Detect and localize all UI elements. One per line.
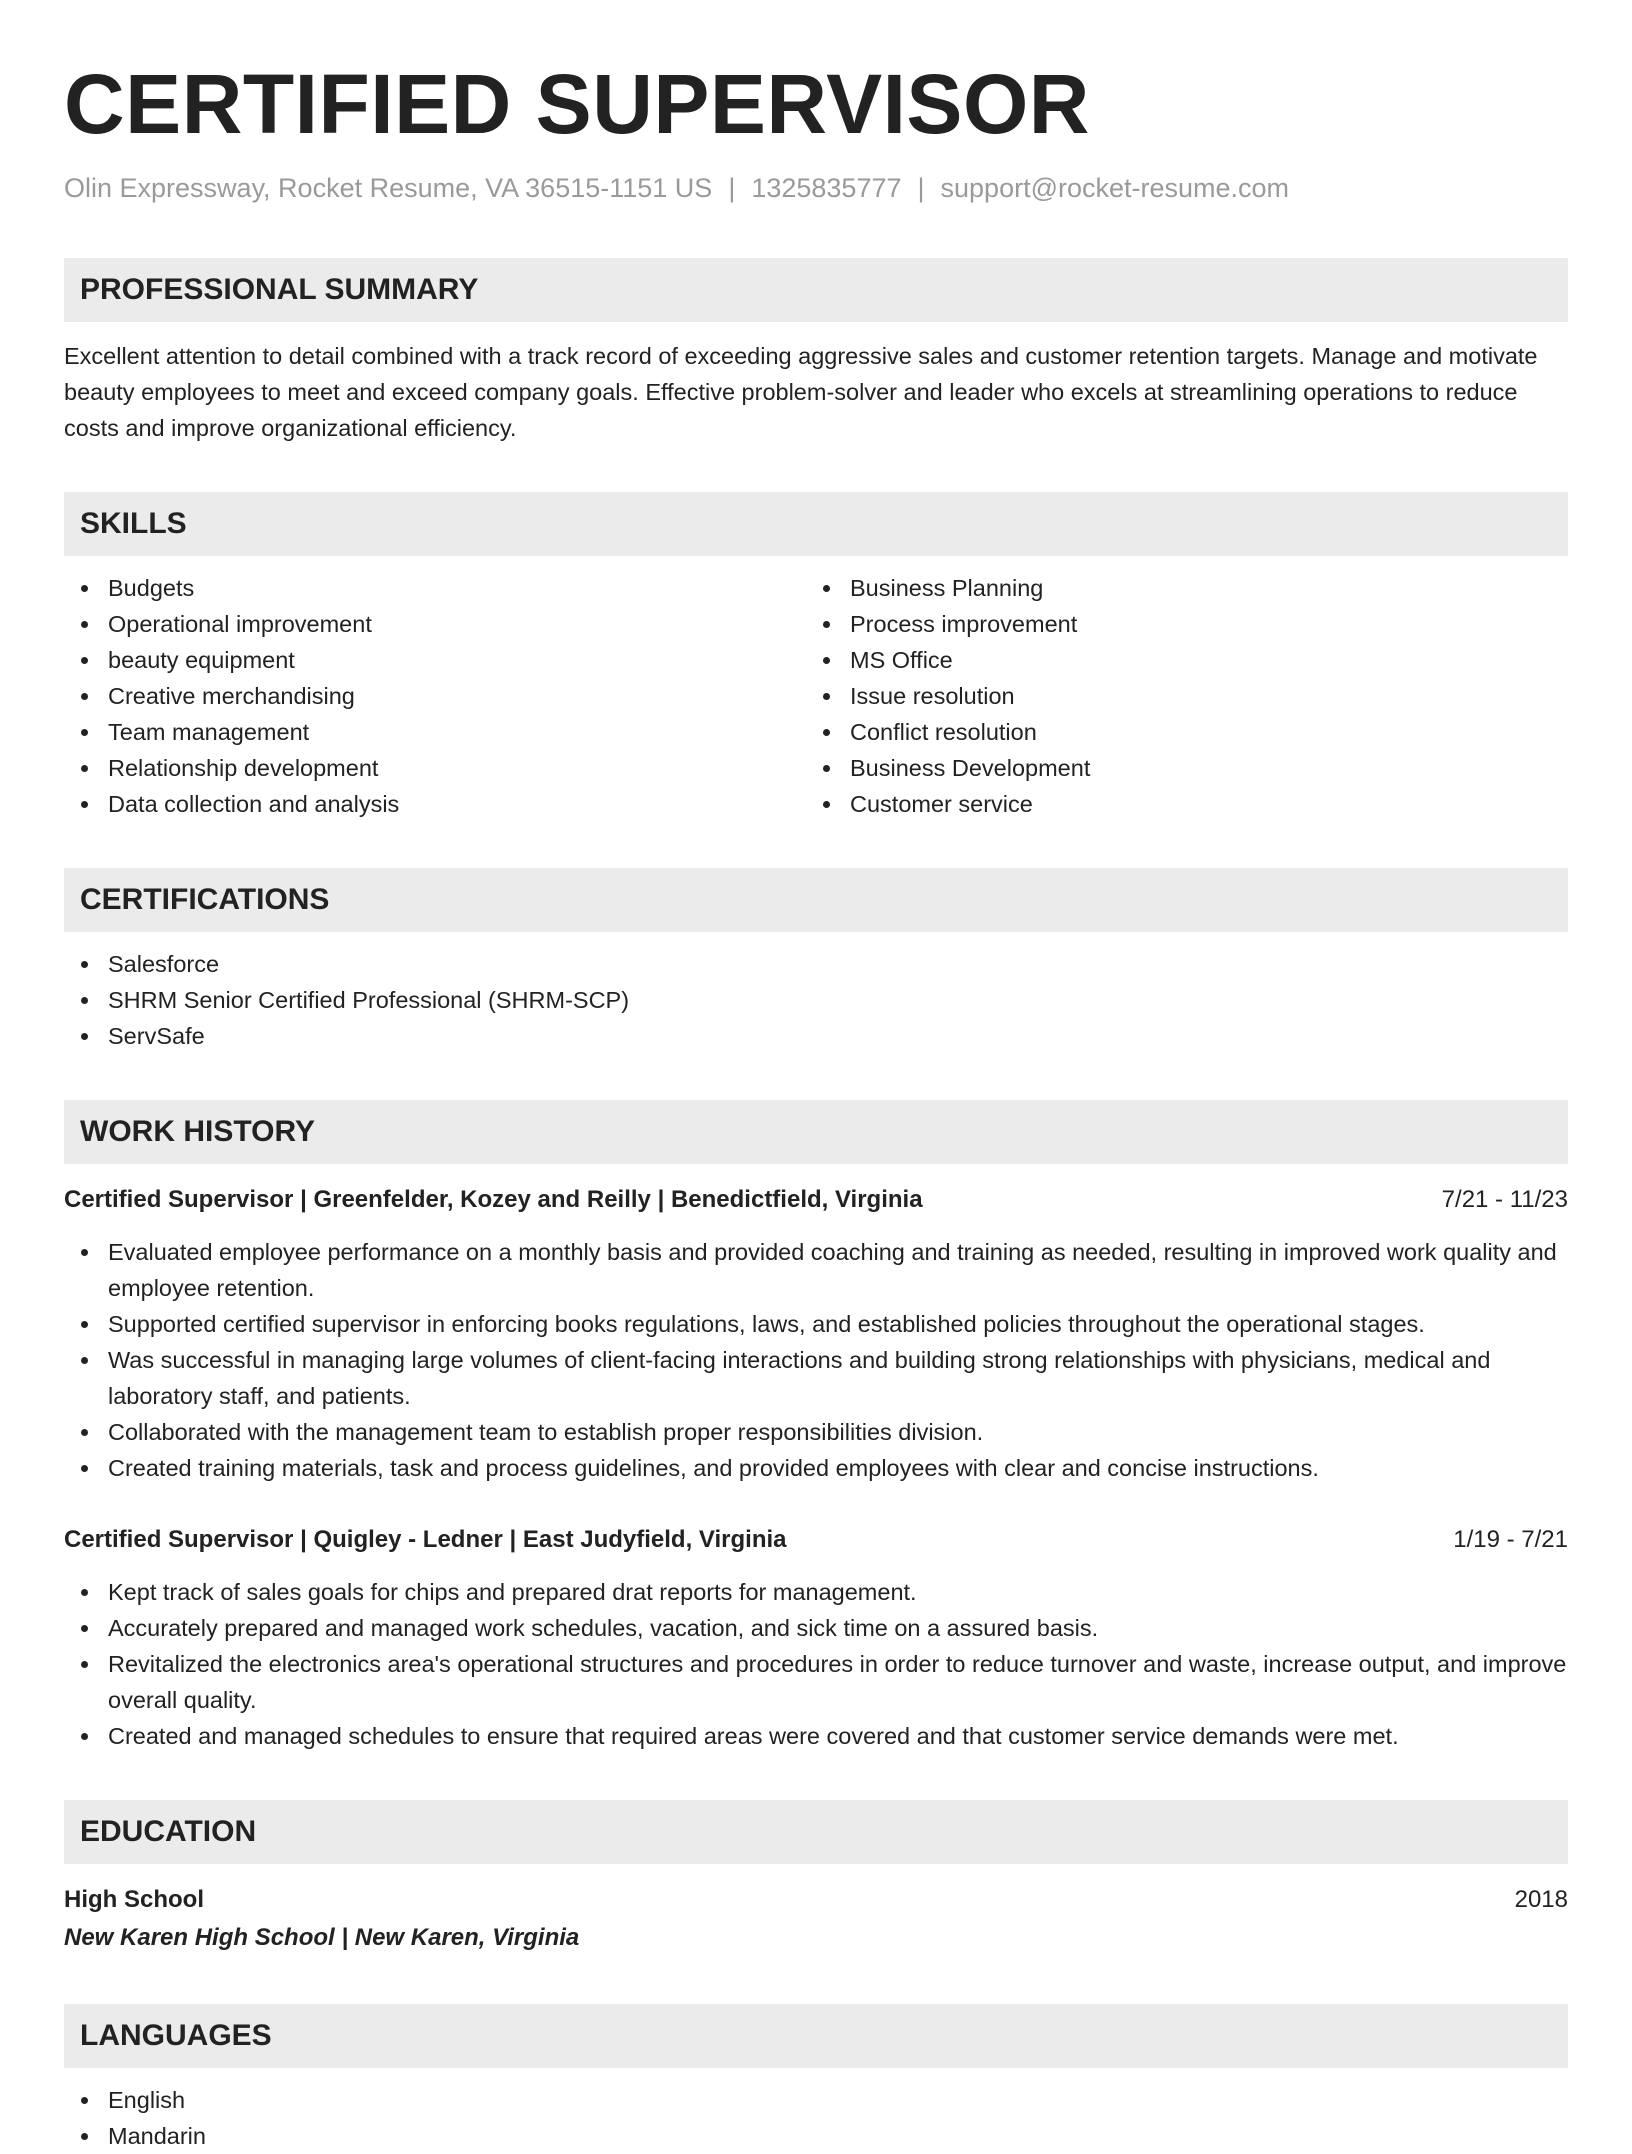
education-entry <box>64 1882 1568 1958</box>
bullet-icon <box>81 997 88 1004</box>
job-bullet-text: Was successful in managing large volumes of client-facing interactions and building strong relationships with physicians, medical and laboratory staff, and patients. <box>108 1347 1491 1409</box>
language-label: Mandarin <box>108 2123 206 2149</box>
bullet-icon <box>81 693 88 700</box>
job-bullet-text: Created training materials, task and process guidelines, and provided employees with clear and concise instructions. <box>108 1455 1319 1481</box>
bullet-icon <box>823 765 830 772</box>
bullet-icon <box>81 1625 88 1632</box>
languages-list <box>64 2082 1568 2154</box>
bullet-icon <box>823 693 830 700</box>
skill-label: Customer service <box>850 791 1033 817</box>
certification-label: ServSafe <box>108 1023 205 1049</box>
bullet-icon <box>81 1465 88 1472</box>
job-bullet-text: Revitalized the electronics area's operational structures and procedures in order to reduce turnover and waste, increase output, and improve overall quality. <box>108 1651 1567 1713</box>
job-dates: 1/19 - 7/21 <box>1453 1526 1568 1553</box>
education-school: New Karen High School | New Karen, Virginia <box>64 1924 580 1951</box>
skill-label: Creative merchandising <box>108 683 355 709</box>
skill-item <box>64 786 806 822</box>
candidate-name: CERTIFIED SUPERVISOR <box>64 57 1090 151</box>
skills-column-left <box>64 570 806 822</box>
summary-text: Excellent attention to detail combined with a track record of exceeding aggressive sales and customer retention targets. Manage and motivate beauty employees to meet and exceed company goals. Effective problem-solver and leader who excels at streamlining operations to reduce costs and improve organizational efficiency. <box>64 343 1538 441</box>
skill-item <box>64 750 806 786</box>
job-bullet-text: Accurately prepared and managed work schedules, vacation, and sick time on a assured basis. <box>108 1615 1099 1641</box>
skill-item <box>64 678 806 714</box>
job-bullet-text: Kept track of sales goals for chips and prepared drat reports for management. <box>108 1579 917 1605</box>
job-bullets <box>64 1234 1568 1486</box>
skill-item <box>64 606 806 642</box>
job-bullet-text: Created and managed schedules to ensure that required areas were covered and that customer service demands were met. <box>108 1723 1399 1749</box>
bullet-icon <box>81 1733 88 1740</box>
bullet-icon <box>81 1249 88 1256</box>
skill-item <box>806 606 1548 642</box>
bullet-icon <box>81 2097 88 2104</box>
skill-label: Conflict resolution <box>850 719 1037 745</box>
job-dates: 7/21 - 11/23 <box>1441 1186 1568 1213</box>
language-label: English <box>108 2087 186 2113</box>
bullet-icon <box>81 765 88 772</box>
section-header-summary: PROFESSIONAL SUMMARY <box>64 258 1568 322</box>
skills-grid <box>64 570 1568 822</box>
job-bullet <box>64 1646 1568 1718</box>
bullet-icon <box>823 729 830 736</box>
contact-phone: 1325835777 <box>751 173 902 203</box>
education-degree: High School <box>64 1886 204 1913</box>
skill-label: Business Development <box>850 755 1091 781</box>
skill-item <box>64 714 806 750</box>
contact-separator: | <box>917 173 925 203</box>
skill-item <box>806 642 1548 678</box>
job-bullet-text: Collaborated with the management team to establish proper responsibilities division. <box>108 1419 984 1445</box>
job-bullet <box>64 1718 1568 1754</box>
skill-label: beauty equipment <box>108 647 295 673</box>
bullet-icon <box>81 1321 88 1328</box>
job-title: Certified Supervisor | Greenfelder, Kozey and Reilly | Benedictfield, Virginia <box>64 1186 923 1213</box>
job-bullet <box>64 1234 1568 1306</box>
bullet-icon <box>823 621 830 628</box>
skill-item <box>64 642 806 678</box>
section-header-languages: LANGUAGES <box>64 2004 1568 2068</box>
language-item <box>64 2118 1568 2154</box>
bullet-icon <box>81 2133 88 2140</box>
skill-label: MS Office <box>850 647 953 673</box>
bullet-icon <box>81 1033 88 1040</box>
skill-label: Operational improvement <box>108 611 372 637</box>
job-bullet <box>64 1414 1568 1450</box>
skills-column-right <box>806 570 1548 822</box>
skill-item <box>806 678 1548 714</box>
bullet-icon <box>81 1661 88 1668</box>
skill-item <box>806 570 1548 606</box>
bullet-icon <box>81 621 88 628</box>
bullet-icon <box>823 585 830 592</box>
job-bullets <box>64 1574 1568 1754</box>
contact-separator: | <box>728 173 736 203</box>
skill-item <box>64 570 806 606</box>
education-year: 2018 <box>1514 1886 1568 1913</box>
bullet-icon <box>81 1429 88 1436</box>
skill-label: Relationship development <box>108 755 379 781</box>
job-entry <box>64 1522 1568 1754</box>
skill-item <box>806 786 1548 822</box>
skill-label: Issue resolution <box>850 683 1015 709</box>
skill-item <box>806 714 1548 750</box>
job-bullet <box>64 1574 1568 1610</box>
certification-item <box>64 982 1568 1018</box>
job-bullet-text: Supported certified supervisor in enforcing books regulations, laws, and established policies throughout the operational stages. <box>108 1311 1425 1337</box>
certification-item <box>64 1018 1568 1054</box>
bullet-icon <box>81 1589 88 1596</box>
certification-label: SHRM Senior Certified Professional (SHRM-SCP) <box>108 987 630 1013</box>
bullet-icon <box>81 729 88 736</box>
job-bullet <box>64 1450 1568 1486</box>
bullet-icon <box>81 961 88 968</box>
certifications-list <box>64 946 1568 1054</box>
job-bullet <box>64 1306 1568 1342</box>
section-header-certifications: CERTIFICATIONS <box>64 868 1568 932</box>
job-header <box>64 1182 1568 1218</box>
skill-label: Business Planning <box>850 575 1044 601</box>
bullet-icon <box>823 801 830 808</box>
bullet-icon <box>81 585 88 592</box>
bullet-icon <box>823 657 830 664</box>
job-entry <box>64 1182 1568 1486</box>
contact-address: Olin Expressway, Rocket Resume, VA 36515-1151 US <box>64 173 713 203</box>
certification-label: Salesforce <box>108 951 220 977</box>
bullet-icon <box>81 801 88 808</box>
language-item <box>64 2082 1568 2118</box>
skill-item <box>806 750 1548 786</box>
contact-line <box>64 168 1568 208</box>
certification-item <box>64 946 1568 982</box>
bullet-icon <box>81 1357 88 1364</box>
section-header-skills: SKILLS <box>64 492 1568 556</box>
skill-label: Budgets <box>108 575 195 601</box>
section-header-work-history: WORK HISTORY <box>64 1100 1568 1164</box>
skill-label: Process improvement <box>850 611 1078 637</box>
job-bullet <box>64 1342 1568 1414</box>
contact-email[interactable]: support@rocket-resume.com <box>940 173 1290 203</box>
job-header <box>64 1522 1568 1558</box>
job-title: Certified Supervisor | Quigley - Ledner | East Judyfield, Virginia <box>64 1526 787 1553</box>
bullet-icon <box>81 657 88 664</box>
job-bullet <box>64 1610 1568 1646</box>
section-header-education: EDUCATION <box>64 1800 1568 1864</box>
skill-label: Team management <box>108 719 310 745</box>
job-bullet-text: Evaluated employee performance on a monthly basis and provided coaching and training as needed, resulting in improved work quality and employee retention. <box>108 1239 1557 1301</box>
skill-label: Data collection and analysis <box>108 791 400 817</box>
education-header <box>64 1882 1568 1918</box>
